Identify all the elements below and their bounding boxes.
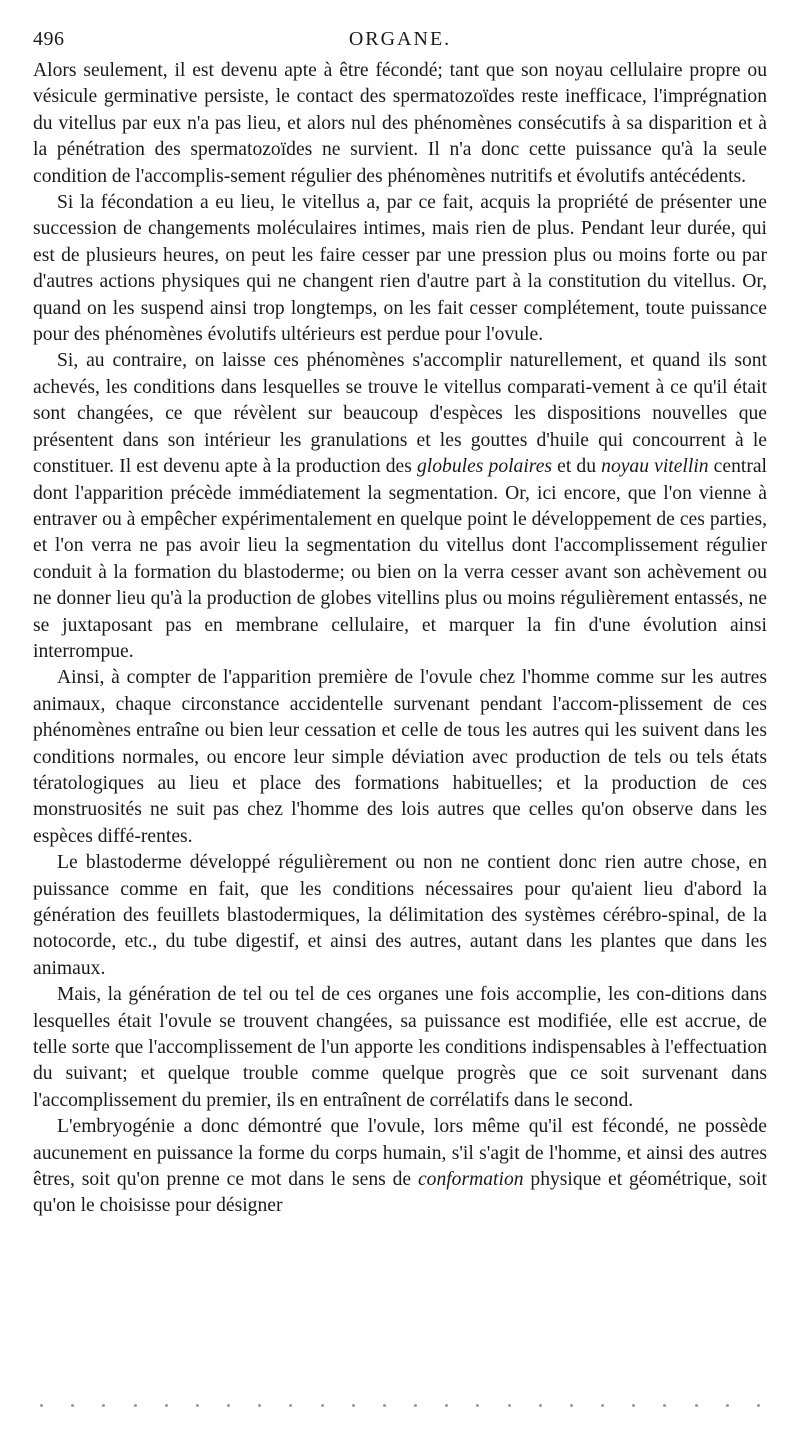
page-number: 496 (33, 28, 65, 50)
paragraph (33, 190, 767, 348)
italic-term: globules polaires (417, 456, 553, 478)
italic-term: conformation (417, 1169, 524, 1191)
text-segment: L'embryogénie a donc démontré que l'ovule, lors même qu'il est fécondé, ne possède aucunement en puissance la forme du corps humain, s'il s'agit de l'homme, et ainsi des autres êtres, soit qu'on prenne ce mot dans le sens de (33, 1116, 767, 1191)
text-segment: Ainsi, à compter de l'apparition première de l'ovule chez l'homme comme sur les autres animaux, chaque circonstance accidentelle survenant pendant l'accom-plissement de ces phénomènes entraîne ou bien leur cessation et celle de tous les autres qui les suivent dans les conditions normales, ou encore leur simple déviation avec production de tels ou tels états tératologiques au lieu et place des formations habituelles; et la production de ces monstruosités ne suit pas chez l'homme des lois autres que celles qu'on observe dans les espèces diffé-rentes. (33, 667, 767, 847)
running-title: ORGANE. (348, 28, 452, 50)
text-segment: Le blastoderme développé régulièrement ou non ne contient donc rien autre chose, en puissance comme en fait, que les conditions nécessaires pour qu'aient lieu d'abord la génération des feuillets blastodermiques, la délimitation des systèmes cérébro-spinal, de la notocorde, etc., du tube digestif, et ainsi des autres, autant dans les plantes que dans les animaux. (33, 852, 767, 979)
page-header (33, 28, 767, 58)
document-page (33, 28, 767, 1220)
text-segment: Alors seulement, il est devenu apte à être fécondé; tant que son noyau cellulaire propre ou vésicule germinative persiste, le contact des spermatozoïdes reste inefficace, l'imprégnation du vitellus par eux n'a pas lieu, et alors nul des phénomènes consécutifs à sa disparition et à la pénétration des spermatozoïdes ne survient. Il n'a donc cette puissance qu'à la seule condition de l'accomplis-sement régulier des phénomènes nutritifs et évolutifs antécédents. (33, 60, 767, 187)
paragraph (33, 982, 767, 1114)
body-text (33, 58, 767, 1220)
text-segment: et du (552, 456, 602, 478)
text-segment: central dont l'apparition précède immédiatement la segmentation. Or, ici encore, que l'on vienne à entraver ou à empêcher expérimentalement en quelque point le développement de ces parties, et l'on verra ne pas avoir lieu la segmentation du vitellus dont l'accomplissement régulier conduit à la formation du blastoderme; ou bien on la verra cesser avant son achèvement ou ne donner lieu qu'à la production de globes vitellins plus ou moins régulièrement entassés, ne se juxtaposant pas en membrane cellulaire, et marquer la fin d'une évolution ainsi interrompue. (33, 456, 767, 662)
paragraph (33, 850, 767, 982)
text-segment: Si, au contraire, on laisse ces phénomènes s'accomplir naturellement, et quand ils sont achevés, les conditions dans lesquelles se trouve le vitellus comparati-vement à ce qu'il était sont changées, ce que révèlent sur beaucoup d'espèces les dispositions nouvelles que présentent dans son intérieur les granulations et les gouttes d'huile qui concourrent à le constituer. Il est devenu apte à la production des (33, 350, 767, 478)
italic-term: noyau vitellin (601, 456, 709, 478)
text-segment: Si la fécondation a eu lieu, le vitellus a, par ce fait, acquis la propriété de présenter une succession de changements moléculaires intimes, mais rien de plus. Pendant leur durée, qui est de plusieurs heures, on peut les faire cesser par une pression plus ou moins forte ou par d'autres actions physiques qui ne changent rien d'autre part à la constitution du vitellus. Or, quand on les suspend ainsi trop longtemps, on les fait cesser complétement, toute puissance pour des phénomènes évolutifs ultérieurs est perdue pour l'ovule. (33, 192, 767, 346)
text-segment: physique et géométrique, soit qu'on le choisisse pour désigner (33, 1169, 767, 1217)
footer-scan-noise (40, 1404, 760, 1412)
paragraph (33, 58, 767, 190)
paragraph (33, 348, 767, 665)
text-segment: Mais, la génération de tel ou tel de ces organes une fois accomplie, les con-ditions dans lesquelles était l'ovule se trouvent changées, sa puissance est modifiée, elle est accrue, de telle sorte que l'accomplissement de l'un apporte les conditions indispensables à l'effectuation du suivant; et quelque trouble comme quelque progrès que ce soit survenant dans l'accomplissement du premier, ils en entraînent de corrélatifs dans le second. (33, 984, 767, 1111)
paragraph (33, 1114, 767, 1220)
paragraph (33, 665, 767, 850)
